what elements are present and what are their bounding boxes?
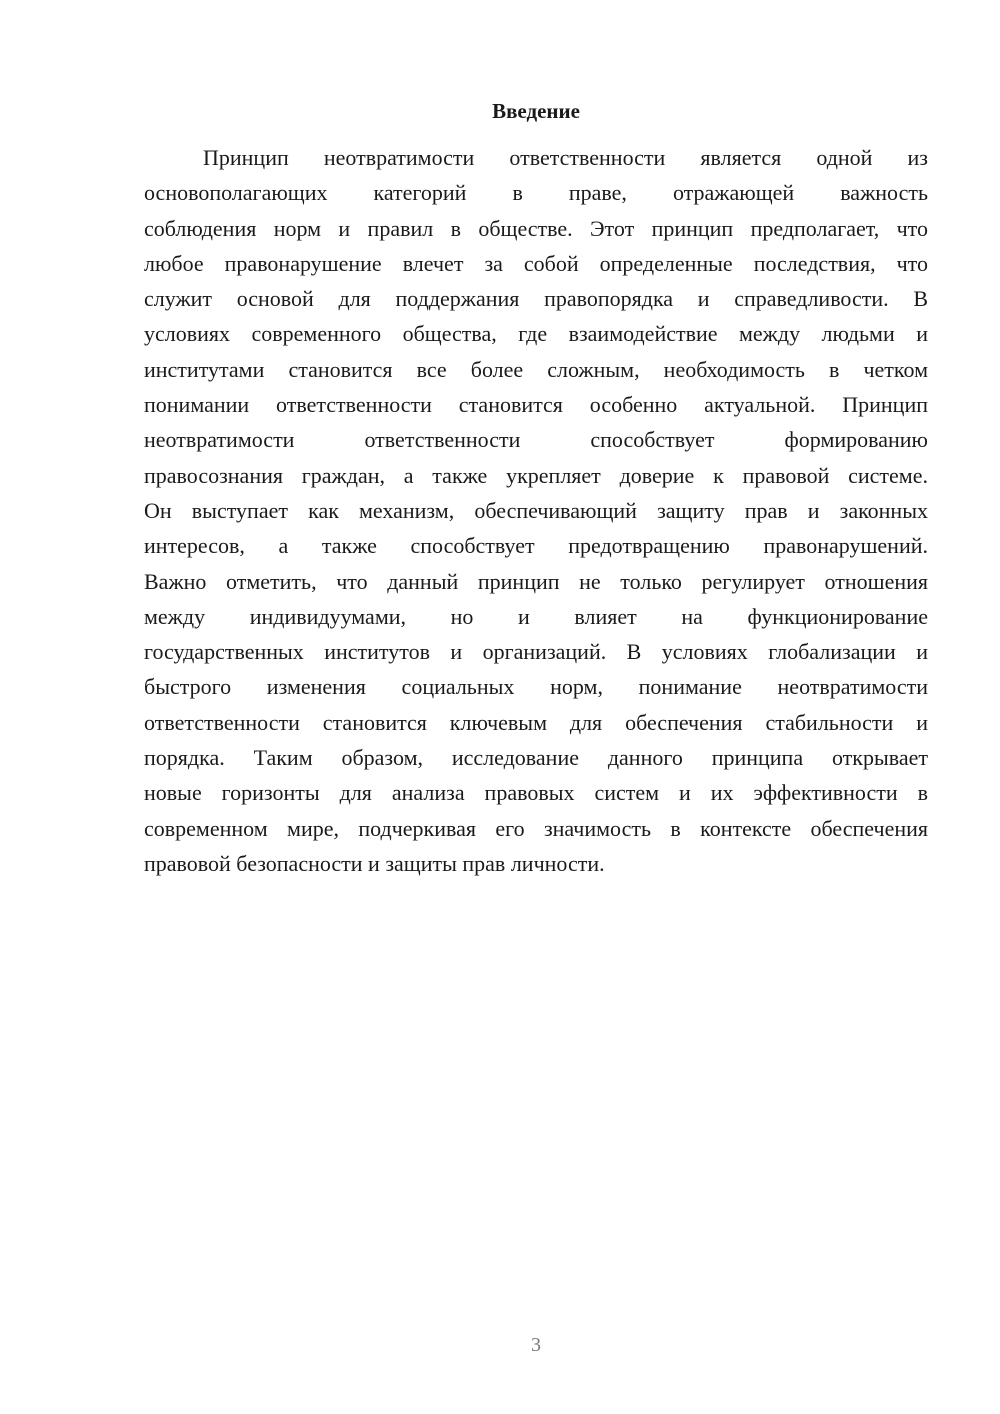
section-heading: Введение <box>492 99 580 123</box>
paragraph-line: интересов, а также способствует предотвращению правонарушений. <box>144 533 928 559</box>
paragraph-line: современном мире, подчеркивая его значимость в контексте обеспечения <box>144 815 928 841</box>
paragraph-line: между индивидуумами, но и влияет на функционирование <box>144 603 928 629</box>
paragraph-line: понимании ответственности становится особенно актуальной. Принцип <box>144 392 928 418</box>
paragraph-line: неотвратимости ответственности способствует формированию <box>144 427 928 453</box>
paragraph-line: ответственности становится ключевым для обеспечения стабильности и <box>144 709 928 735</box>
paragraph-line: порядка. Таким образом, исследование данного принципа открывает <box>144 745 928 771</box>
paragraph-line: быстрого изменения социальных норм, понимание неотвратимости <box>144 674 928 700</box>
paragraph-line: Важно отметить, что данный принцип не только регулирует отношения <box>144 568 928 594</box>
paragraph-line: правосознания граждан, а также укрепляет доверие к правовой системе. <box>144 462 928 488</box>
paragraph-line: основополагающих категорий в праве, отражающей важность <box>144 180 928 206</box>
paragraph-line: Он выступает как механизм, обеспечивающий защиту прав и законных <box>144 497 928 523</box>
paragraph-line: правовой безопасности и защиты прав личности. <box>144 850 605 876</box>
body-paragraph <box>144 140 928 881</box>
paragraph-line: государственных институтов и организаций. В условиях глобализации и <box>144 639 928 665</box>
paragraph-line: любое правонарушение влечет за собой определенные последствия, что <box>144 250 928 276</box>
page-number: 3 <box>531 1334 541 1356</box>
paragraph-line: Принцип неотвратимости ответственности является одной из <box>203 145 928 170</box>
paragraph-line: новые горизонты для анализа правовых систем и их эффективности в <box>144 780 928 806</box>
paragraph-line: соблюдения норм и правил в обществе. Этот принцип предполагает, что <box>144 215 928 241</box>
paragraph-line: служит основой для поддержания правопорядка и справедливости. В <box>144 286 928 312</box>
paragraph-line: институтами становится все более сложным, необходимость в четком <box>144 356 928 382</box>
paragraph-line: условиях современного общества, где взаимодействие между людьми и <box>144 321 928 347</box>
